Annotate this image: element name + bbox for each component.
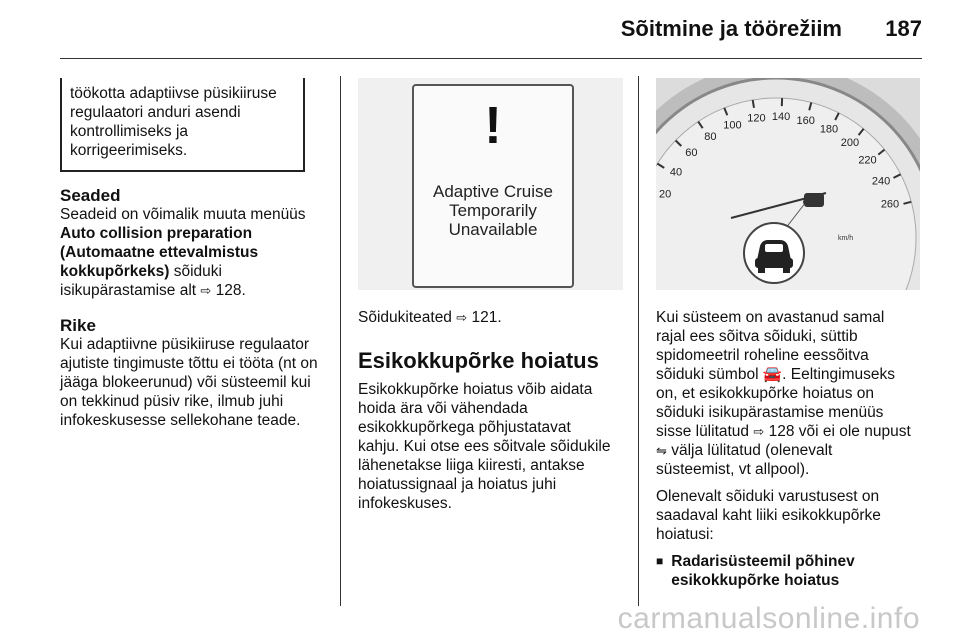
settings-menu-name: Auto collision preparation	[60, 225, 253, 242]
bullet-text: Radarisüsteemil põhinev	[671, 553, 855, 570]
gauge-tick-label: 220	[858, 154, 877, 167]
fault-text: on tekkinud püsiv rike, ilmub juhi	[60, 393, 284, 410]
page-reference-icon: ⇨	[456, 310, 468, 325]
header-divider	[60, 58, 922, 59]
gauge-tick-label: 20	[658, 188, 672, 201]
fault-heading: Rike	[60, 316, 96, 335]
gauge-tick-label: 180	[819, 123, 839, 136]
column-left	[60, 78, 330, 430]
gauge-tick-label: 200	[840, 137, 860, 149]
body-text: hoiatusi:	[656, 526, 714, 543]
body-text: sisse lülitatud	[656, 423, 750, 440]
column-divider-1	[340, 76, 341, 606]
body-text: Olenevalt sõiduki varustusest on	[656, 488, 880, 505]
page-header	[0, 0, 960, 60]
gauge-tick-label: 240	[871, 175, 891, 188]
page-reference[interactable]: 128.	[215, 282, 246, 299]
vehicle-messages-text: Sõidukiteated	[358, 309, 452, 326]
body-text: sõiduki sümbol	[656, 366, 759, 383]
warning-exclamation: !	[484, 97, 502, 155]
gauge-tick-label: 140	[771, 111, 791, 124]
acc-message-figure	[358, 78, 623, 290]
body-text: esikokkupõrkega põhjustatavat	[358, 419, 571, 436]
note-line: regulaatori anduri asendi	[70, 104, 241, 121]
gauge-tick-label: 60	[685, 146, 698, 159]
note-box	[60, 78, 305, 172]
page-reference-icon: ⇨	[200, 283, 212, 298]
gauge-tick-mark	[753, 100, 754, 108]
display-line: Unavailable	[448, 220, 538, 239]
note-line: korrigeerimiseks.	[70, 142, 188, 159]
page-reference-icon: ⇨	[753, 424, 765, 439]
section-heading: Esikokkupõrke hoiatus	[358, 348, 599, 373]
collision-button-icon: ⇋	[656, 443, 667, 458]
speedometer-figure	[656, 78, 920, 290]
body-text: hoiatussignaal ja hoiatus juhi	[358, 476, 557, 493]
gauge-tick-label: 120	[747, 112, 766, 125]
gauge-tick-label: 100	[723, 119, 742, 132]
page-title: Sõitmine ja töörežiim	[620, 16, 842, 41]
body-text: infokeskuses.	[358, 495, 452, 512]
body-text: kahju. Kui otse ees sõitvale sõidukile	[358, 438, 611, 455]
watermark: carmanualsonline.info	[617, 602, 920, 635]
column-right	[656, 78, 922, 590]
fault-text: ajutiste tingimuste tõttu ei tööta (nt on	[60, 355, 318, 372]
body-text: on, et esikokkupõrke hoiatus on	[656, 385, 874, 402]
gauge-unit: km/h	[838, 235, 854, 242]
body-text: Esikokkupõrke hoiatus võib aidata	[358, 381, 593, 398]
gauge-tick-label: 80	[704, 130, 717, 143]
gauge-tick-label: 40	[669, 166, 683, 179]
bullet-text: esikokkupõrke hoiatus	[671, 572, 840, 589]
body-text: saadaval kaht liiki esikokkupõrke	[656, 507, 881, 524]
display-message	[414, 182, 572, 239]
body-text: välja lülitatud (olenevalt	[671, 442, 833, 459]
body-text: spidomeetril roheline eessõitva	[656, 347, 869, 364]
column-divider-2	[638, 76, 639, 606]
vehicle-symbol-icon: 🚘	[762, 366, 783, 383]
display-frame	[412, 84, 574, 288]
list-item	[656, 552, 922, 590]
note-line: töökotta adaptiivse püsikiiruse	[70, 85, 277, 102]
body-text: süsteemist, vt allpool).	[656, 461, 810, 478]
column-middle	[358, 78, 630, 513]
body-text: . Eeltingimuseks	[782, 366, 896, 383]
fault-text: Kui adaptiivne püsikiiruse regulaator	[60, 336, 310, 353]
settings-text: isikupärastamise alt	[60, 282, 197, 299]
body-text: lähenetakse liiga kiiresti, antakse	[358, 457, 585, 474]
gauge-tick-label: 260	[880, 198, 900, 211]
fault-text: jääga blokeerunud) või süsteemil kui	[60, 374, 311, 391]
settings-menu-name: (Automaatne ettevalmistus	[60, 244, 259, 261]
page-number: 187	[885, 16, 922, 41]
body-text: Kui süsteem on avastanud samal	[656, 309, 885, 326]
body-text: hoida ära või vähendada	[358, 400, 528, 417]
settings-menu-name: kokkupõrkeks)	[60, 263, 170, 280]
page-reference[interactable]: 121.	[471, 309, 502, 326]
settings-heading: Seaded	[60, 186, 121, 205]
page-reference[interactable]: 128 või ei ole nupust	[768, 423, 911, 440]
settings-text: Seadeid on võimalik muuta menüüs	[60, 206, 306, 223]
gauge-tick-label: 160	[796, 114, 815, 127]
display-line: Temporarily	[449, 201, 537, 220]
body-text: sõiduki isikupärastamise menüüs	[656, 404, 884, 421]
bullet-icon: ■	[656, 554, 664, 568]
settings-text: sõiduki	[169, 263, 222, 280]
body-text: rajal ees sõitva sõiduki, süttib	[656, 328, 858, 345]
display-line: Adaptive Cruise	[432, 182, 553, 201]
note-line: kontrollimiseks ja	[70, 123, 189, 140]
speedometer-illustration	[656, 78, 920, 290]
fault-text: infokeskusesse sellekohane teade.	[60, 412, 301, 429]
